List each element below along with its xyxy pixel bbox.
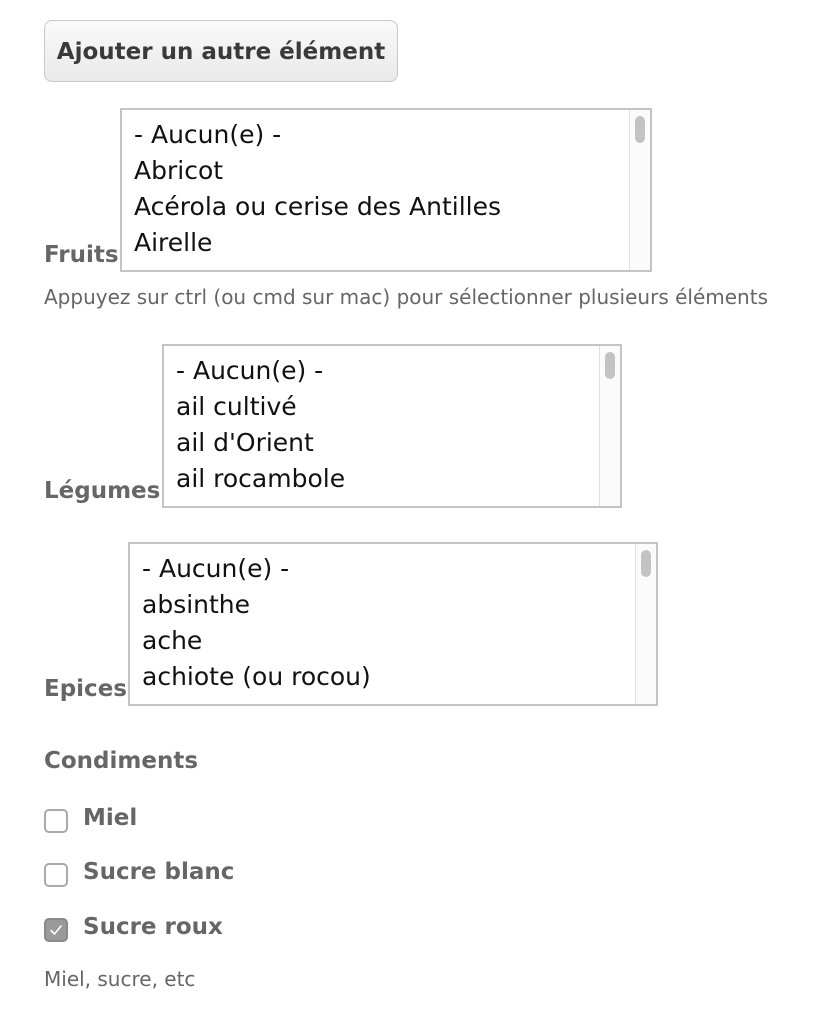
- epices-option[interactable]: achiote (ou rocou): [142, 662, 371, 691]
- add-another-item-button[interactable]: Ajouter un autre élément: [44, 20, 398, 82]
- sucre-blanc-label[interactable]: Sucre blanc: [83, 859, 235, 885]
- legumes-option[interactable]: ail d'Orient: [176, 428, 314, 457]
- fruits-label: Fruits: [44, 242, 119, 268]
- miel-label[interactable]: Miel: [83, 805, 138, 831]
- epices-option[interactable]: absinthe: [142, 590, 251, 619]
- legumes-option[interactable]: ail cultivé: [176, 392, 297, 421]
- legumes-label: Légumes: [44, 478, 161, 504]
- epices-options: [142, 551, 630, 695]
- fruits-option[interactable]: Airelle: [134, 228, 213, 257]
- epices-label: Epices: [44, 676, 127, 702]
- legumes-select[interactable]: [162, 344, 622, 508]
- epices-option[interactable]: - Aucun(e) -: [142, 554, 290, 583]
- legumes-option[interactable]: - Aucun(e) -: [176, 356, 324, 385]
- sucre-blanc-checkbox[interactable]: [44, 863, 68, 887]
- miel-checkbox[interactable]: [44, 809, 68, 833]
- epices-scrollbar[interactable]: [635, 544, 656, 704]
- checkmark-icon: [49, 923, 63, 937]
- sucre-roux-checkbox[interactable]: [44, 918, 68, 942]
- fruits-scroll-thumb[interactable]: [635, 116, 645, 143]
- legumes-option[interactable]: ail rocambole: [176, 464, 346, 493]
- fruits-options: [134, 117, 624, 261]
- fruits-option[interactable]: Acérola ou cerise des Antilles: [134, 192, 502, 221]
- epices-option[interactable]: ache: [142, 626, 203, 655]
- condiments-title: Condiments: [44, 748, 199, 774]
- condiments-help-text: Miel, sucre, etc: [44, 967, 196, 991]
- fruits-help-text: Appuyez sur ctrl (ou cmd sur mac) pour sélectionner plusieurs éléments: [44, 285, 768, 309]
- legumes-options: [176, 353, 594, 497]
- fruits-select[interactable]: [120, 108, 652, 272]
- legumes-scroll-thumb[interactable]: [605, 352, 615, 379]
- fruits-option[interactable]: - Aucun(e) -: [134, 120, 282, 149]
- sucre-roux-label[interactable]: Sucre roux: [83, 914, 223, 940]
- epices-select[interactable]: [128, 542, 658, 706]
- fruits-scrollbar[interactable]: [629, 110, 650, 270]
- legumes-scrollbar[interactable]: [599, 346, 620, 506]
- epices-scroll-thumb[interactable]: [641, 550, 651, 577]
- fruits-option[interactable]: Abricot: [134, 156, 224, 185]
